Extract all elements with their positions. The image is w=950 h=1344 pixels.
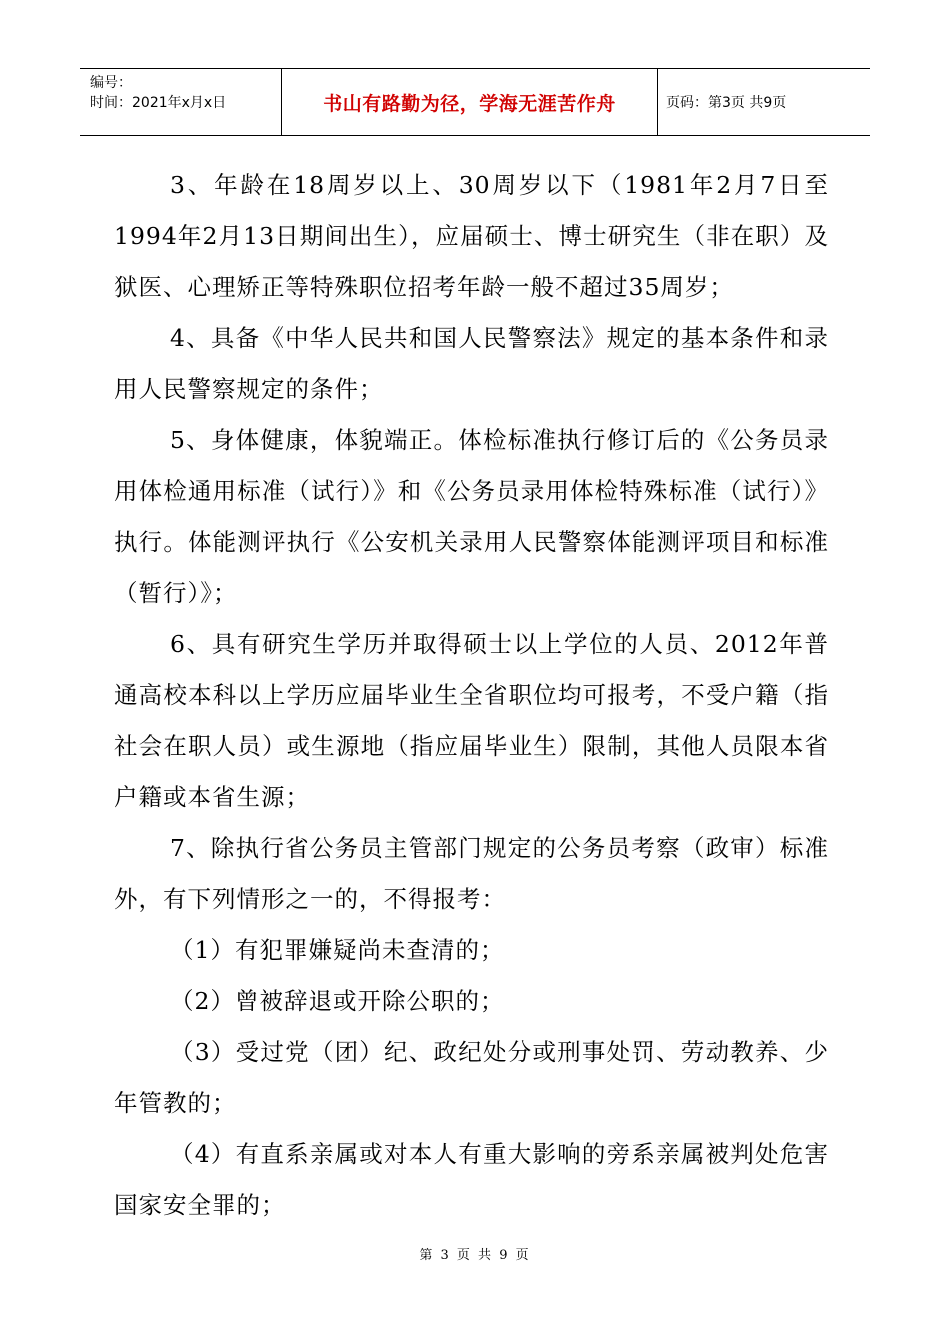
paragraph-age-requirement: 3、年龄在18周岁以上、30周岁以下（1981年2月7日至1994年2月13日期间出生），应届硕士、博士研究生（非在职）及狱医、心理矫正等特殊职位招考年龄一般不超过35周岁； — [114, 171, 829, 301]
document-number-label: 编号： — [90, 75, 132, 91]
header-page-info: 页码：第3页 共9页 — [666, 95, 787, 111]
document-body — [114, 160, 829, 1231]
list-item: （1）有犯罪嫌疑尚未查清的； — [170, 936, 505, 964]
paragraph-exclusions: 7、除执行省公务员主管部门规定的公务员考察（政审）标准外，有下列情形之一的，不得报考： — [114, 834, 829, 913]
list-item: （3）受过党（团）纪、政纪处分或刑事处罚、劳动教养、少年管教的； — [114, 1038, 829, 1117]
list-item: （2）曾被辞退或开除公职的； — [170, 987, 505, 1015]
document-time-label: 时间：2021年x月x日 — [90, 95, 227, 111]
paragraph-education: 6、具有研究生学历并取得硕士以上学位的人员、2012年普通高校本科以上学历应届毕业生全省职位均可报考，不受户籍（指社会在职人员）或生源地（指应届毕业生）限制，其他人员限本省户籍或本省生源； — [114, 630, 829, 811]
list-item: （4）有直系亲属或对本人有重大影响的旁系亲属被判处危害国家安全罪的； — [114, 1140, 829, 1219]
paragraph-health: 5、身体健康，体貌端正。体检标准执行修订后的《公务员录用体检通用标准（试行）》和《公务员录用体检特殊标准（试行）》执行。体能测评执行《公安机关录用人民警察体能测评项目和标准（暂行）》； — [114, 426, 829, 607]
page-header — [80, 68, 870, 136]
page-footer: 第 3 页 共 9 页 — [419, 1248, 531, 1263]
header-meta — [80, 69, 282, 135]
paragraph-police-law: 4、具备《中华人民共和国人民警察法》规定的基本条件和录用人民警察规定的条件； — [114, 324, 829, 403]
header-motto: 书山有路勤为径，学海无涯苦作舟 — [282, 69, 658, 135]
